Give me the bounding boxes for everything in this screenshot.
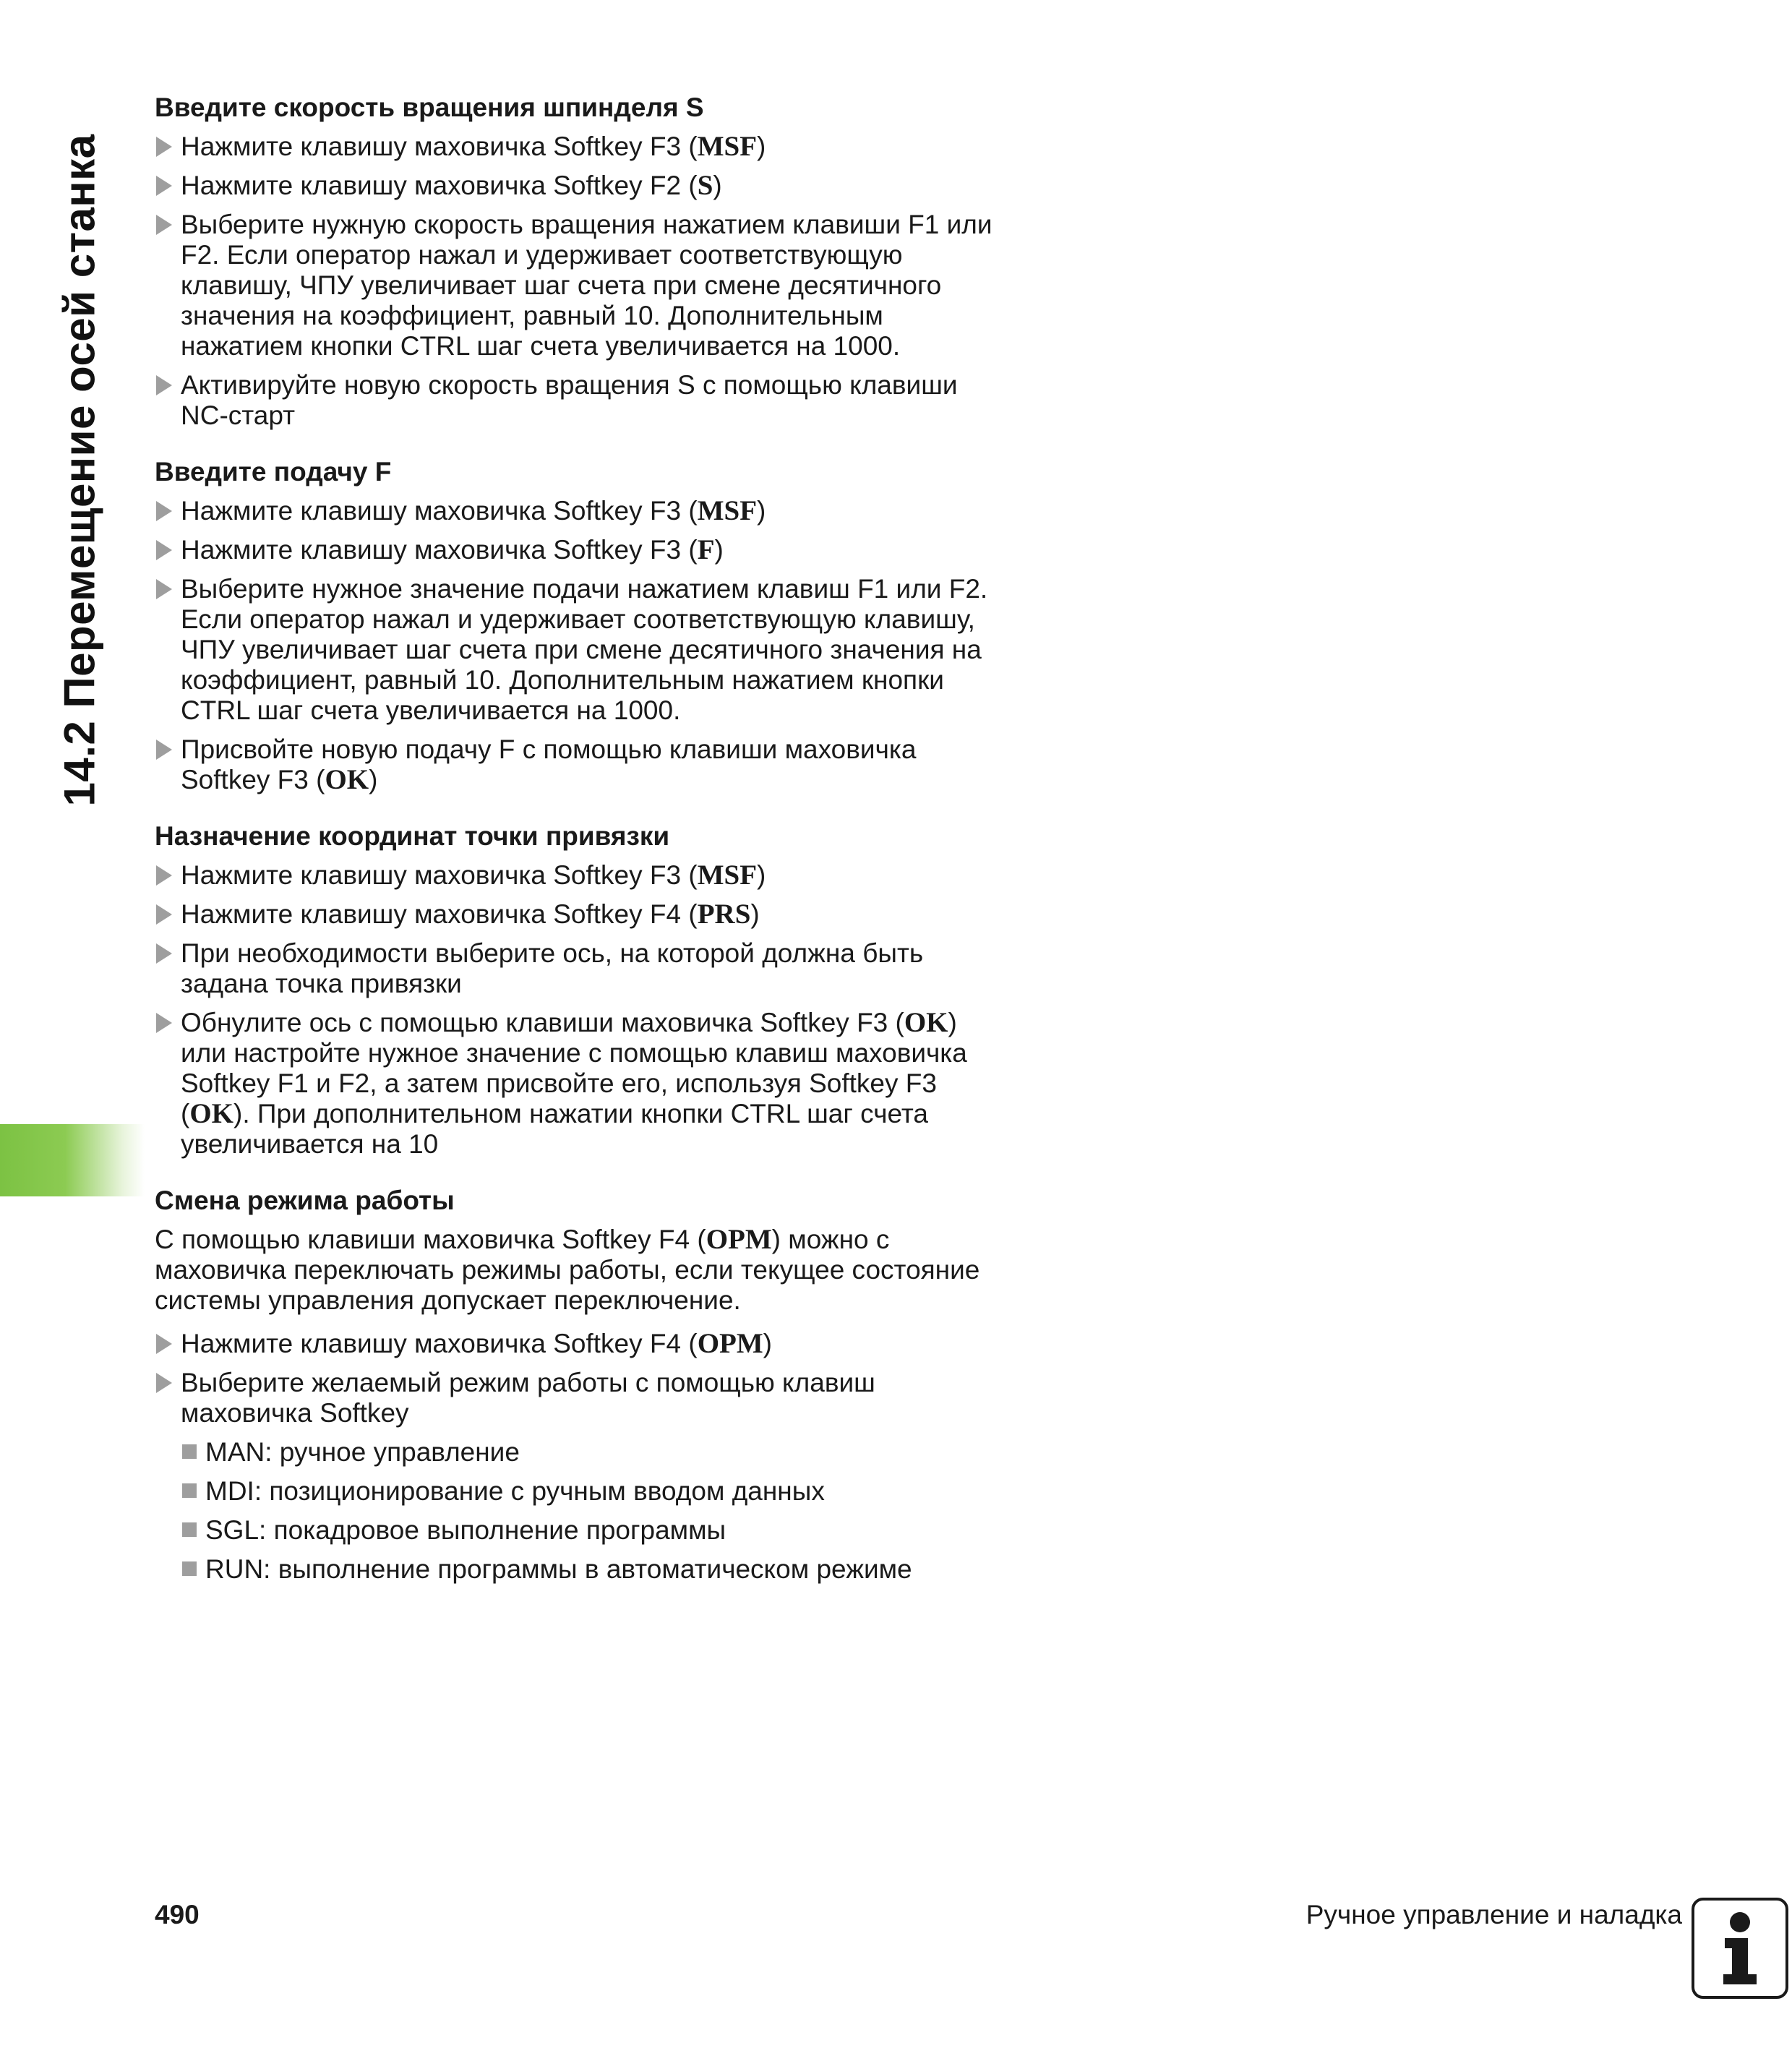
softkey-label: OPM	[706, 1224, 772, 1255]
step-text: Присвойте новую подачу F с помощью клавиши маховичка Softkey F3 (	[181, 734, 917, 794]
step-item	[155, 1329, 1008, 1359]
step-item	[155, 132, 1008, 162]
chapter-side-title	[51, 94, 108, 846]
paragraph-text: ) можно с маховичка переключать режимы работы, если текущее состояние системы управления допускает переключение.	[155, 1225, 980, 1315]
step-text: )	[713, 171, 722, 200]
step-list	[155, 132, 1008, 431]
section-heading: Введите подачу F	[155, 457, 392, 487]
softkey-label: MSF	[697, 495, 758, 526]
arrow-bullet-icon	[156, 1013, 172, 1033]
softkey-label: OK	[904, 1007, 948, 1038]
page-number: 490	[155, 1900, 200, 1929]
step-item	[155, 899, 1008, 930]
step-text: При необходимости выберите ось, на которой должна быть задана точка привязки	[181, 938, 924, 998]
step-item	[155, 860, 1008, 891]
arrow-bullet-icon	[156, 375, 172, 395]
step-text: ) или настройте нужное значение с помощью клавиш маховичка Softkey F1 и F2, а затем присвойте его, используя Softkey F3 (	[181, 1008, 967, 1128]
step-text: Нажмите клавишу маховичка Softkey F3 (	[181, 496, 698, 526]
step-list	[155, 860, 1008, 1160]
arrow-bullet-icon	[156, 740, 172, 760]
step-item	[155, 938, 1008, 999]
step-item	[155, 1368, 1008, 1585]
mode-text: MDI: позиционирование с ручным вводом данных	[205, 1476, 825, 1506]
arrow-bullet-icon	[156, 1334, 172, 1354]
mode-item	[181, 1554, 1008, 1585]
softkey-label: S	[697, 170, 713, 201]
mode-item	[181, 1515, 1008, 1546]
softkey-label: F	[697, 534, 715, 565]
arrow-bullet-icon	[156, 540, 172, 560]
step-item	[155, 734, 1008, 795]
chapter-tab-marker	[0, 1124, 145, 1196]
arrow-bullet-icon	[156, 943, 172, 964]
step-text: Обнулите ось с помощью клавиши маховичка Softkey F3 (	[181, 1008, 904, 1037]
step-text: )	[369, 765, 378, 794]
softkey-label: MSF	[697, 131, 758, 162]
mode-text: SGL: покадровое выполнение программы	[205, 1515, 726, 1545]
section-operating-mode	[155, 1186, 1008, 1585]
step-text: Нажмите клавишу маховичка Softkey F3 (	[181, 860, 698, 890]
softkey-label: OPM	[697, 1328, 763, 1359]
section-datum-setting	[155, 821, 1008, 1160]
paragraph-text: С помощью клавиши маховичка Softkey F4 (	[155, 1225, 706, 1254]
square-bullet-icon	[182, 1483, 197, 1498]
step-text: )	[757, 132, 766, 161]
footer-chapter-title: Ручное управление и наладка	[1306, 1900, 1682, 1929]
step-text: Активируйте новую скорость вращения S с помощью клавиши NC-старт	[181, 370, 958, 430]
step-text: )	[750, 899, 760, 929]
step-text: )	[757, 496, 766, 526]
section-paragraph	[155, 1225, 1008, 1316]
mode-list	[181, 1437, 1008, 1585]
step-item	[155, 574, 1008, 726]
step-item	[155, 496, 1008, 526]
step-text: )	[757, 860, 766, 890]
arrow-bullet-icon	[156, 1373, 172, 1393]
arrow-bullet-icon	[156, 176, 172, 196]
arrow-bullet-icon	[156, 865, 172, 886]
section-heading: Смена режима работы	[155, 1186, 455, 1215]
step-text: )	[763, 1329, 772, 1358]
step-item	[155, 210, 1008, 361]
step-list	[155, 496, 1008, 795]
step-list	[155, 1329, 1008, 1585]
step-text: Нажмите клавишу маховичка Softkey F3 (	[181, 535, 698, 565]
section-heading: Назначение координат точки привязки	[155, 821, 670, 851]
softkey-label: MSF	[697, 860, 758, 891]
info-icon	[1692, 1898, 1788, 1999]
chapter-title-text: 14.2 Перемещение осей станка	[55, 134, 104, 806]
step-text: Нажмите клавишу маховичка Softkey F4 (	[181, 899, 698, 929]
step-text: ). При дополнительном нажатии кнопки CTRL шаг счета увеличивается на 10	[181, 1099, 928, 1159]
mode-text: MAN: ручное управление	[205, 1437, 520, 1467]
mode-item	[181, 1437, 1008, 1468]
step-item	[155, 370, 1008, 431]
mode-item	[181, 1476, 1008, 1507]
section-spindle-speed	[155, 93, 1008, 431]
square-bullet-icon	[182, 1522, 197, 1537]
arrow-bullet-icon	[156, 904, 172, 925]
page-content	[155, 93, 1008, 1593]
arrow-bullet-icon	[156, 137, 172, 157]
softkey-label: OK	[189, 1098, 233, 1129]
softkey-label: PRS	[697, 899, 751, 930]
arrow-bullet-icon	[156, 501, 172, 521]
section-heading: Введите скорость вращения шпинделя S	[155, 93, 704, 122]
step-item	[155, 1008, 1008, 1160]
step-text: Нажмите клавишу маховичка Softkey F3 (	[181, 132, 698, 161]
step-text: Нажмите клавишу маховичка Softkey F2 (	[181, 171, 698, 200]
section-feed-rate	[155, 457, 1008, 795]
arrow-bullet-icon	[156, 215, 172, 235]
step-text: Выберите нужное значение подачи нажатием клавиш F1 или F2. Если оператор нажал и удерживает соответствующую клавишу, ЧПУ увеличивает шаг счета при смене десятичного значения на коэффициент, равный 10. Дополнительным нажатием кнопки CTRL шаг счета увеличивается на 1000.	[181, 574, 988, 725]
softkey-label: OK	[325, 764, 369, 795]
square-bullet-icon	[182, 1444, 197, 1459]
step-item	[155, 171, 1008, 201]
step-item	[155, 535, 1008, 565]
step-text: Нажмите клавишу маховичка Softkey F4 (	[181, 1329, 698, 1358]
step-text: Выберите нужную скорость вращения нажатием клавиши F1 или F2. Если оператор нажал и удерживает соответствующую клавишу, ЧПУ увеличивает шаг счета при смене десятичного значения на коэффициент, равный 10. Дополнительным нажатием кнопки CTRL шаг счета увеличивается на 1000.	[181, 210, 993, 361]
step-text: )	[714, 535, 724, 565]
mode-text: RUN: выполнение программы в автоматическом режиме	[205, 1554, 912, 1584]
step-text: Выберите желаемый режим работы с помощью клавиш маховичка Softkey	[181, 1368, 875, 1428]
arrow-bullet-icon	[156, 579, 172, 599]
square-bullet-icon	[182, 1561, 197, 1576]
